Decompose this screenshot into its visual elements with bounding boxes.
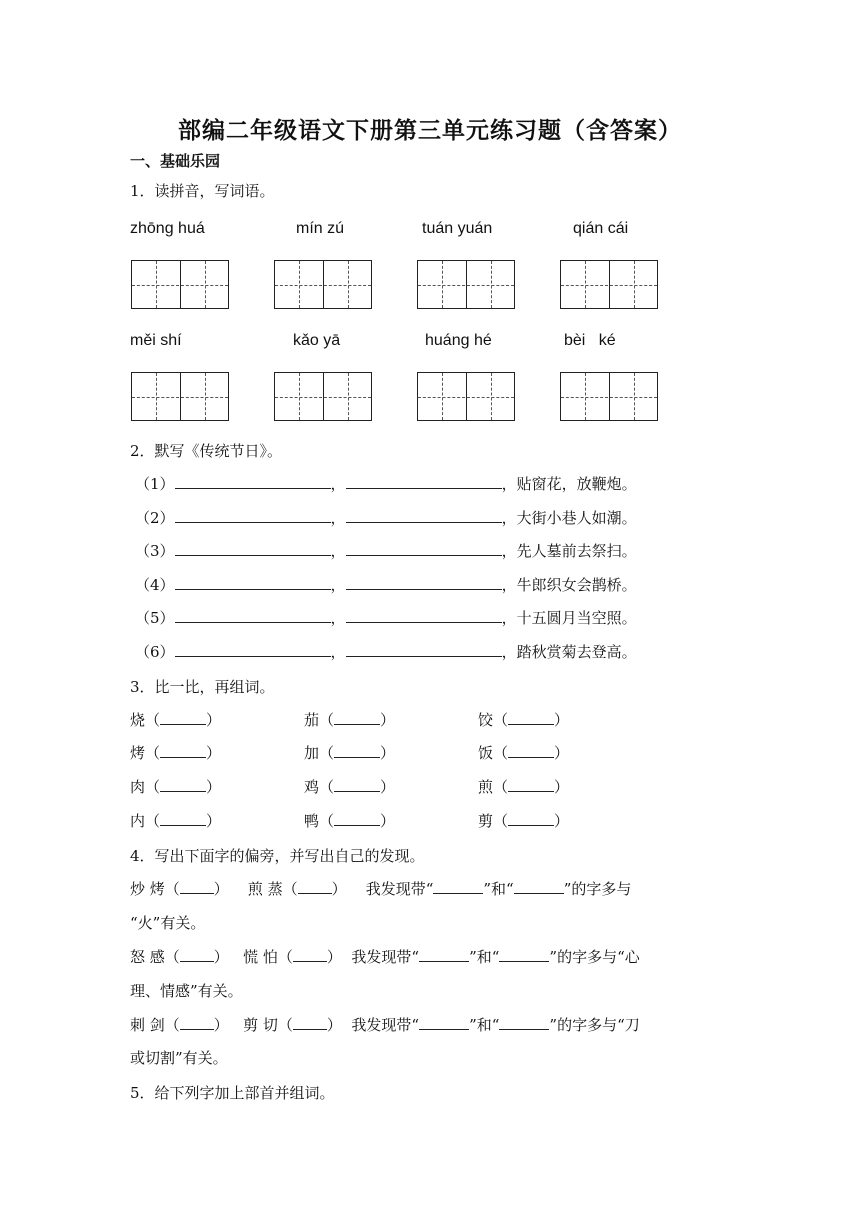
character: 饭 — [478, 744, 494, 762]
writing-grid[interactable] — [560, 260, 658, 309]
character: 烤 — [130, 744, 146, 762]
answer-blank[interactable] — [419, 947, 469, 962]
character: 剪 — [478, 812, 494, 830]
line-number: （3） — [135, 542, 175, 560]
discovery-line-cont: “火”有关。 — [130, 914, 206, 932]
answer-blank[interactable] — [175, 608, 331, 623]
page-title: 部编二年级语文下册第三单元练习题（含答案） — [178, 118, 682, 144]
comma: ， — [330, 609, 346, 627]
answer-blank[interactable] — [334, 710, 380, 725]
writing-grid[interactable] — [274, 372, 372, 421]
pinyin-label: kǎo yā — [293, 332, 341, 349]
pinyin-label: tuán yuán — [422, 220, 493, 237]
line-number: （4） — [135, 576, 175, 594]
answer-blank[interactable] — [419, 1015, 469, 1030]
poem-line — [135, 607, 637, 628]
line-tail: ，十五圆月当空照。 — [501, 609, 637, 627]
line-tail: ，先人墓前去祭扫。 — [501, 542, 637, 560]
writing-grid[interactable] — [131, 372, 229, 421]
discovery-line — [130, 878, 631, 899]
characters: ） 煎 蒸（ — [213, 880, 298, 898]
sentence-text: ”和“ — [469, 1016, 500, 1034]
line-number: （1） — [135, 475, 175, 493]
line-number: （6） — [135, 643, 175, 661]
answer-blank[interactable] — [334, 777, 380, 792]
sentence-text: ”和“ — [469, 948, 500, 966]
answer-blank[interactable] — [346, 474, 502, 489]
writing-grid[interactable] — [560, 372, 658, 421]
comma: ， — [330, 475, 346, 493]
compare-item: 肉（ ） — [130, 778, 222, 796]
character: 肉 — [130, 778, 146, 796]
discovery-line — [130, 1014, 640, 1035]
answer-blank[interactable] — [293, 1015, 327, 1030]
question-4-prompt: 4．写出下面字的偏旁，并写出自己的发现。 — [130, 847, 425, 865]
pinyin-label: zhōng huá — [130, 220, 205, 237]
pinyin-label: měi shí — [130, 332, 182, 349]
question-1-prompt: 1．读拼音，写词语。 — [130, 182, 275, 200]
line-tail: ，贴窗花，放鞭炮。 — [501, 475, 637, 493]
character: 烧 — [130, 711, 146, 729]
writing-grid[interactable] — [131, 260, 229, 309]
compare-item: 烧（ ） — [130, 711, 222, 729]
answer-blank[interactable] — [346, 508, 502, 523]
answer-blank[interactable] — [508, 743, 554, 758]
section-heading: 一、基础乐园 — [130, 152, 221, 170]
answer-blank[interactable] — [180, 879, 214, 894]
compare-item: 剪（ ） — [478, 812, 570, 830]
question-5-prompt: 5．给下列字加上部首并组词。 — [130, 1084, 335, 1102]
line-tail: ，牛郎织女会鹊桥。 — [501, 576, 637, 594]
pinyin-label: huáng hé — [425, 332, 492, 349]
question-2-prompt: 2．默写《传统节日》。 — [130, 442, 283, 460]
answer-blank[interactable] — [346, 541, 502, 556]
answer-blank[interactable] — [160, 811, 206, 826]
question-3-prompt: 3．比一比，再组词。 — [130, 678, 275, 696]
character: 煎 — [478, 778, 494, 796]
comma: ， — [330, 509, 346, 527]
comma: ， — [330, 643, 346, 661]
characters: 炒 烤（ — [130, 880, 180, 898]
poem-line — [135, 540, 637, 561]
answer-blank[interactable] — [160, 710, 206, 725]
answer-blank[interactable] — [160, 743, 206, 758]
compare-item: 鸡（ ） — [304, 778, 396, 796]
answer-blank[interactable] — [293, 947, 327, 962]
writing-grid[interactable] — [417, 372, 515, 421]
answer-blank[interactable] — [433, 879, 483, 894]
discovery-line-cont: 或切割”有关。 — [130, 1049, 228, 1067]
pinyin-label: qián cái — [573, 220, 629, 237]
sentence-text: ”的字多与“心 — [549, 948, 640, 966]
answer-blank[interactable] — [180, 1015, 214, 1030]
compare-item: 茄（ ） — [304, 711, 396, 729]
characters: 刺 剑（ — [130, 1016, 180, 1034]
answer-blank[interactable] — [334, 811, 380, 826]
discovery-line — [130, 946, 640, 967]
compare-item: 鸭（ ） — [304, 812, 396, 830]
characters: ） 剪 切（ — [213, 1016, 293, 1034]
answer-blank[interactable] — [180, 947, 214, 962]
pinyin-label: mín zú — [296, 220, 345, 237]
compare-item: 烤（ ） — [130, 744, 222, 762]
discovery-line-cont: 理、情感”有关。 — [130, 982, 243, 1000]
line-number: （5） — [135, 609, 175, 627]
character: 饺 — [478, 711, 494, 729]
sentence-text: ”和“ — [483, 880, 514, 898]
answer-blank[interactable] — [334, 743, 380, 758]
answer-blank[interactable] — [346, 608, 502, 623]
sentence-text: ”的字多与“刀 — [549, 1016, 640, 1034]
sentence-text: ”的字多与 — [563, 880, 632, 898]
writing-grid[interactable] — [417, 260, 515, 309]
character: 内 — [130, 812, 146, 830]
answer-blank[interactable] — [499, 1015, 549, 1030]
character: 茄 — [304, 711, 320, 729]
compare-item: 加（ ） — [304, 744, 396, 762]
answer-blank[interactable] — [514, 879, 564, 894]
answer-blank[interactable] — [298, 879, 332, 894]
character: 鸡 — [304, 778, 320, 796]
answer-blank[interactable] — [175, 575, 331, 590]
comma: ， — [330, 542, 346, 560]
character: 加 — [304, 744, 320, 762]
compare-item: 内（ ） — [130, 812, 222, 830]
line-number: （2） — [135, 509, 175, 527]
answer-blank[interactable] — [175, 508, 331, 523]
writing-grid[interactable] — [274, 260, 372, 309]
sentence-text: ） 我发现带“ — [326, 948, 420, 966]
characters: 怒 感（ — [130, 948, 180, 966]
characters: ） 慌 怕（ — [213, 948, 293, 966]
sentence-text: ） 我发现带“ — [331, 880, 434, 898]
line-tail: ，踏秋赏菊去登高。 — [501, 643, 637, 661]
compare-item: 饺（ ） — [478, 711, 570, 729]
sentence-text: ） 我发现带“ — [326, 1016, 420, 1034]
pinyin-label: bèi ké — [564, 332, 616, 349]
character: 鸭 — [304, 812, 320, 830]
compare-item: 煎（ ） — [478, 778, 570, 796]
comma: ， — [330, 576, 346, 594]
line-tail: ，大街小巷人如潮。 — [501, 509, 637, 527]
answer-blank[interactable] — [499, 947, 549, 962]
poem-line — [135, 507, 637, 528]
poem-line — [135, 473, 637, 494]
poem-line — [135, 574, 637, 595]
answer-blank[interactable] — [175, 474, 331, 489]
answer-blank[interactable] — [508, 777, 554, 792]
answer-blank[interactable] — [508, 710, 554, 725]
compare-item: 饭（ ） — [478, 744, 570, 762]
answer-blank[interactable] — [175, 541, 331, 556]
answer-blank[interactable] — [160, 777, 206, 792]
answer-blank[interactable] — [346, 642, 502, 657]
poem-line — [135, 641, 637, 662]
answer-blank[interactable] — [175, 642, 331, 657]
answer-blank[interactable] — [508, 811, 554, 826]
answer-blank[interactable] — [346, 575, 502, 590]
